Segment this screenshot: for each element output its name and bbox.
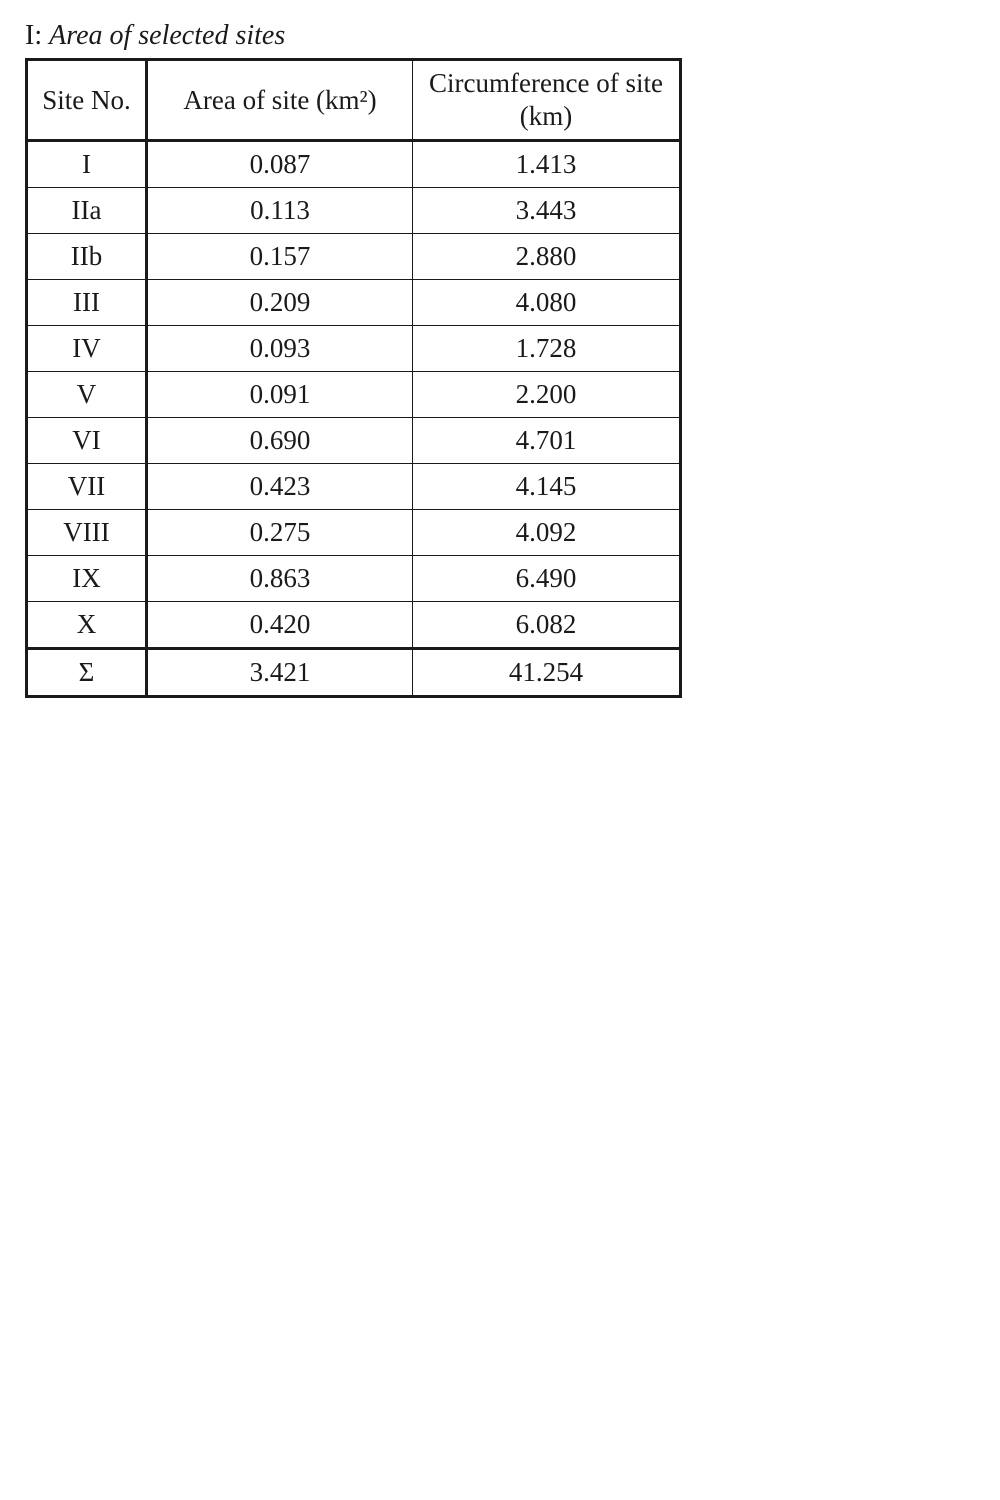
caption-title: Area of selected sites [49,20,286,51]
site-number-cell: VIII [27,510,147,556]
table-row [27,280,681,326]
site-number-cell: IIb [27,234,147,280]
area-cell: 0.423 [147,464,413,510]
table-row [27,141,681,188]
circumference-cell: 4.080 [413,280,681,326]
total-circumference-cell: 41.254 [413,649,681,697]
table-row [27,372,681,418]
area-cell: 0.157 [147,234,413,280]
circumference-cell: 6.490 [413,556,681,602]
area-cell: 0.113 [147,188,413,234]
site-number-cell: VII [27,464,147,510]
circumference-cell: 4.145 [413,464,681,510]
caption-prefix: I: [25,20,50,51]
table-row [27,556,681,602]
table-row [27,464,681,510]
circumference-cell: 2.880 [413,234,681,280]
area-cell: 0.275 [147,510,413,556]
area-cell: 0.690 [147,418,413,464]
table-row [27,418,681,464]
site-number-cell: VI [27,418,147,464]
sites-table [25,58,682,698]
table-row [27,188,681,234]
circumference-cell: 3.443 [413,188,681,234]
site-number-cell: IV [27,326,147,372]
total-row [27,649,681,697]
table-row [27,510,681,556]
area-cell: 0.091 [147,372,413,418]
site-number-cell: III [27,280,147,326]
total-symbol-cell: Σ [27,649,147,697]
circumference-cell: 6.082 [413,602,681,649]
site-number-cell: V [27,372,147,418]
column-header-area: Area of site (km²) [147,60,413,141]
site-number-cell: IIa [27,188,147,234]
column-header-site-no: Site No. [27,60,147,141]
header-row [27,60,681,141]
area-cell: 0.863 [147,556,413,602]
table-caption [25,18,285,54]
table-row [27,234,681,280]
circumference-cell: 1.728 [413,326,681,372]
area-cell: 0.420 [147,602,413,649]
area-cell: 0.093 [147,326,413,372]
table-row [27,602,681,649]
circumference-cell: 4.701 [413,418,681,464]
circumference-cell: 2.200 [413,372,681,418]
total-area-cell: 3.421 [147,649,413,697]
area-cell: 0.209 [147,280,413,326]
site-number-cell: IX [27,556,147,602]
site-number-cell: X [27,602,147,649]
table-row [27,326,681,372]
circumference-cell: 4.092 [413,510,681,556]
site-number-cell: I [27,141,147,188]
area-cell: 0.087 [147,141,413,188]
circumference-cell: 1.413 [413,141,681,188]
column-header-circumference: Circumference of site (km) [413,60,681,141]
